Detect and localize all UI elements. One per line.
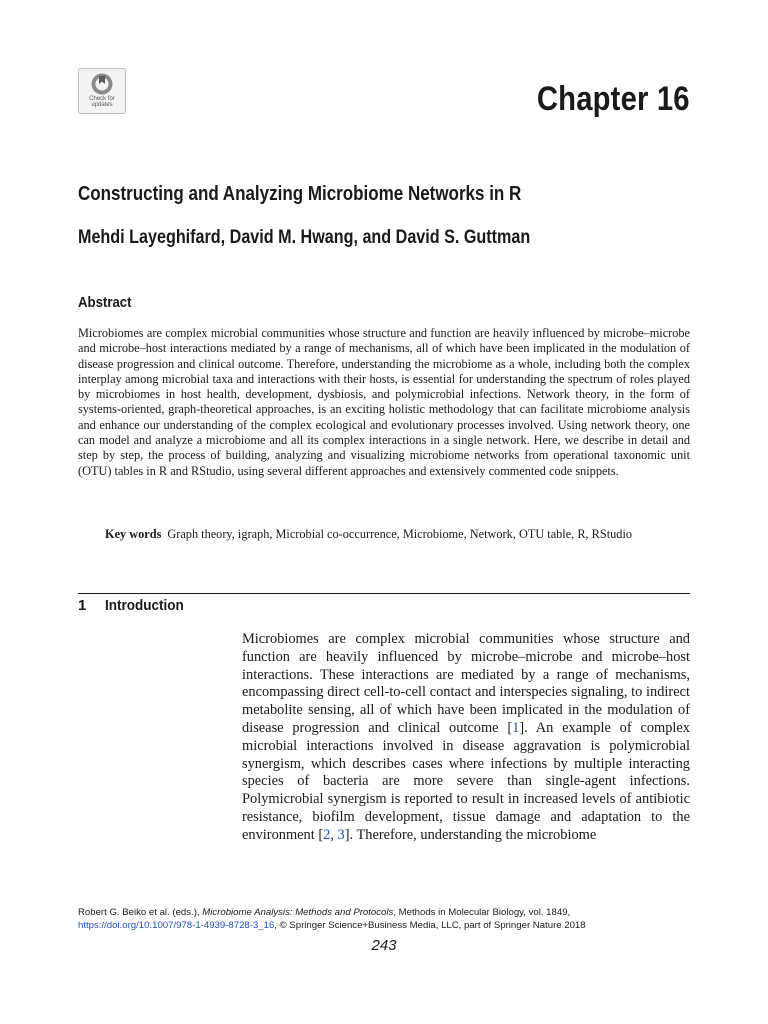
page-number: 243	[371, 937, 397, 954]
doi-link[interactable]: https://doi.org/10.1007/978-1-4939-8728-3_16	[78, 920, 275, 931]
author-list: Mehdi Layeghifard, David M. Hwang, and David S. Guttman	[78, 227, 531, 248]
citation-footer	[78, 906, 698, 932]
badge-text-2: updates	[91, 102, 113, 108]
check-for-updates-icon	[90, 72, 114, 96]
abstract-body: Microbiomes are complex microbial communities whose structure and function are heavily influenced by microbe–microbe and microbe–host interactions mediated by a range of mechanisms, all of which have been implicated in the modulation of disease progression and clinical outcome. Therefore, understanding the microbiome as a whole, including both the complex interplay among microbial taxa and interactions with their hosts, is essential for understanding the spectrum of roles played by microbiomes in host health, development, dysbiosis, and polymicrobial infections. Network theory, in the form of systems-oriented, graph-theoretical approaches, is an exciting holistic methodology that can facilitate microbiome analysis and enhance our understanding of the complex ecological and evolutionary processes involved. Using network theory, one can model and analyze a microbiome and all its complex interactions in a single network. Here, we describe in detail and step by step, the process of building, analyzing and visualizing microbiome networks from operational taxonomic unit (OTU) tables in R and RStudio, using several different approaches and extensively commented code snippets.	[78, 326, 690, 478]
chapter-label: Chapter 16	[537, 80, 690, 118]
citation-link-1[interactable]: 1	[512, 719, 520, 736]
footer-book-title: Microbiome Analysis: Methods and Protocols	[202, 907, 394, 918]
check-for-updates-badge[interactable]	[78, 68, 126, 114]
footer-line-1	[78, 906, 698, 919]
citation-link-2[interactable]: 2	[323, 826, 331, 843]
footer-editors: Robert G. Beiko et al. (eds.),	[78, 907, 203, 918]
footer-series: , Methods in Molecular Biology, vol. 1849,	[393, 907, 571, 918]
badge-text-1: Check for	[89, 96, 115, 102]
introduction-paragraph	[242, 631, 690, 845]
section-divider	[78, 593, 690, 594]
paper-title: Constructing and Analyzing Microbiome Networks in R	[78, 183, 522, 205]
keywords-label: Key words	[105, 527, 162, 541]
intro-text-3: ]. Therefore, understanding the microbiome	[344, 826, 597, 843]
section-number: 1	[78, 597, 87, 614]
citation-separator: ,	[330, 826, 338, 843]
abstract-heading: Abstract	[78, 294, 132, 311]
keywords	[105, 526, 690, 542]
citation-link-3[interactable]: 3	[337, 826, 345, 843]
keywords-text: Graph theory, igraph, Microbial co-occurrence, Microbiome, Network, OTU table, R, RStudio	[167, 527, 633, 541]
footer-copyright: , © Springer Science+Business Media, LLC, part of Springer Nature 2018	[274, 920, 586, 931]
intro-text-1: Microbiomes are complex microbial communities whose structure and function are heavily influenced by microbe–microbe and microbe–host interactions. These interactions are mediated by a range of mechanisms, encompassing direct cell-to-cell contact and interspecies signaling, to indirect metabolite sensing, all of which have been implicated in the modulation of disease progression and clinical outcome [	[242, 631, 690, 736]
intro-text-2: ]. An example of complex microbial interactions involved in disease aggravation is polymicrobial synergism, which describes cases where infections by multiple interacting species of bacteria are more severe than single-agent infections. Polymicrobial synergism is reported to result in increased levels of antibiotic resistance, biofilm development, tissue damage and adaptation to the environment [	[242, 719, 691, 843]
section-title: Introduction	[105, 597, 184, 614]
footer-line-2	[78, 919, 698, 932]
